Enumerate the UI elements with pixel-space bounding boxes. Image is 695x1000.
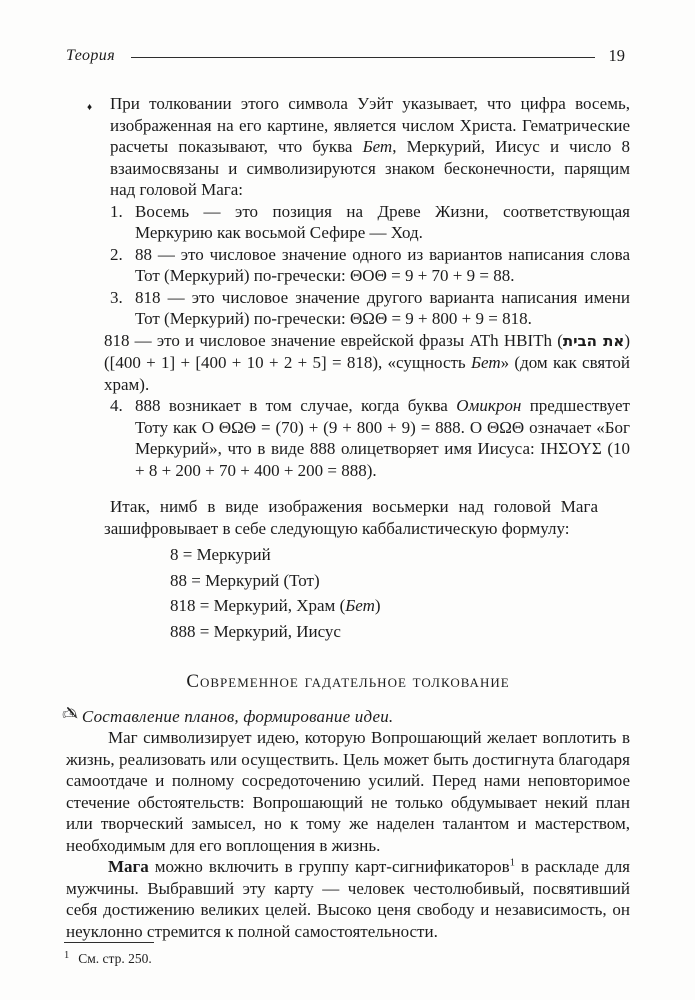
page-header — [0, 0, 695, 66]
footnote — [0, 942, 695, 1000]
text-segment: Маг символизирует идею, которую Вопрошающий желает воплотить в жизнь, реализовать или осуществить. Цель может быть достигнута благодаря самоотдаче и полному сосредоточению усилий. Перед нами неповторимое стечение обстоятельств: Вопрошающий не только обдумывает некий план или творческий замысел, но к тому же наделен талантом и мастерством, необходимым для его воплощения в жизнь. — [66, 728, 630, 855]
formula-line — [170, 568, 630, 594]
text-segment: 818 = Меркурий, Храм ( — [170, 596, 346, 615]
list-item-number: 2. — [110, 244, 123, 264]
diamond-bullet-icon: ♦ — [87, 102, 93, 113]
body-paragraph — [66, 727, 630, 856]
header-rule — [131, 57, 594, 58]
list-item-continuation — [66, 330, 630, 396]
text-segment: 1 — [509, 857, 515, 869]
list-item-number: 1. — [110, 201, 123, 221]
divinatory-lead-text: Составление планов, формирование идеи. — [81, 706, 394, 726]
list-item-text — [135, 244, 630, 287]
divinatory-lead-line — [62, 702, 630, 728]
formula-block — [170, 542, 630, 644]
bullet-paragraph-text — [110, 94, 630, 199]
formula-line — [170, 542, 630, 568]
text-segment: Бет — [345, 596, 375, 615]
list-item — [66, 201, 630, 244]
text-segment: 8 = Меркурий — [170, 545, 271, 564]
formula-line — [170, 593, 630, 619]
text-segment: Бет — [362, 137, 393, 156]
formula-line — [170, 619, 630, 645]
text-segment: ) — [374, 596, 381, 615]
text-segment: При толковании этого символа Уэйт указывает, что цифра восемь, изображенная на его картине, является числом Христа. Гематрические расчеты показывают, что буква — [110, 94, 630, 156]
text-segment: 888 возникает в том случае, когда буква — [135, 396, 457, 415]
footnote-text — [64, 950, 630, 967]
text-segment: את הבית — [562, 331, 625, 350]
text-segment: Омикрон — [456, 396, 522, 415]
list-item — [66, 287, 630, 330]
page-content — [0, 66, 695, 942]
text-segment: 88 = Меркурий (Тот) — [170, 570, 320, 590]
text-segment: можно включить в группу карт-сигнификаторов — [148, 857, 510, 876]
text-segment: Восемь — это позиция на Древе Жизни, соответствующая Меркурию как восьмой Сефире — Ход. — [135, 201, 630, 242]
body-paragraph — [66, 856, 630, 942]
summary-paragraph — [66, 496, 630, 539]
text-segment: Итак, нимб в виде изображения восьмерки над головой Мага зашифровывает в себе следующую каббалистическую формулу: — [104, 497, 598, 538]
text-segment: 88 — это числовое значение одного из вариантов написания слова Тот (Меркурий) по-гречески: ΘΟΘ = 9 + 70 + 9 = 88. — [135, 244, 630, 285]
list-item — [66, 244, 630, 287]
section-heading: Современное гадательное толкование — [186, 671, 510, 692]
text-segment: Мага — [108, 857, 149, 876]
text-segment: 1 — [64, 949, 70, 961]
list-item-number: 3. — [110, 287, 123, 307]
list-item-text — [135, 201, 630, 244]
page-number: 19 — [608, 46, 625, 65]
list-item-number: 4. — [110, 396, 123, 415]
text-segment: ) ([1 + 400] + [5 + 2 + 10 + 400] = 818), «сущность — [104, 330, 630, 372]
list-item-text — [135, 287, 630, 330]
list-item — [66, 395, 630, 481]
text-segment: 818 — это числовое значение другого варианта написания имени Тот (Меркурий) по-гречески: ΘΩΘ = 9 + 800 + 9 = 818. — [135, 287, 630, 328]
writing-hand-icon: ✍ — [62, 702, 78, 725]
text-segment: в раскладе для мужчины. Выбравший эту карту — человек честолюбивый, посвятивший себя достижению великих целей. Высоко ценя свободу и независимость, он неуклонно стремится к полной самостоятельности. — [66, 857, 630, 941]
text-segment: Бет — [470, 353, 501, 372]
text-segment: » (дом как святой храм). — [104, 353, 631, 394]
footnote-rule — [64, 942, 154, 943]
numbered-list — [66, 201, 630, 482]
bullet-paragraph — [66, 93, 630, 201]
text-segment: , Меркурий, Иисус и число 8 взаимосвязаны и символизируются знаком бесконечности, парящим над головой Мага: — [110, 137, 630, 199]
running-title: Теория — [66, 47, 116, 64]
text-segment: 888 = Меркурий, Иисус — [170, 621, 341, 641]
text-segment: См. стр. 250. — [78, 951, 152, 966]
text-segment: предшествует Тоту как О ΘΩΘ = (70) + (9 + 800 + 9) = 888. О ΘΩΘ означает «Бог Меркурий», что в виде 888 олицетворяет имя Иисуса: ΙΗΣΟΥΣ (10 + 8 + 200 + 70 + 400 + 200 = 888). — [135, 396, 630, 480]
text-segment: 818 — это и числовое значение еврейской фразы ATh HBITh ( — [104, 330, 563, 350]
list-item-text — [135, 395, 630, 481]
